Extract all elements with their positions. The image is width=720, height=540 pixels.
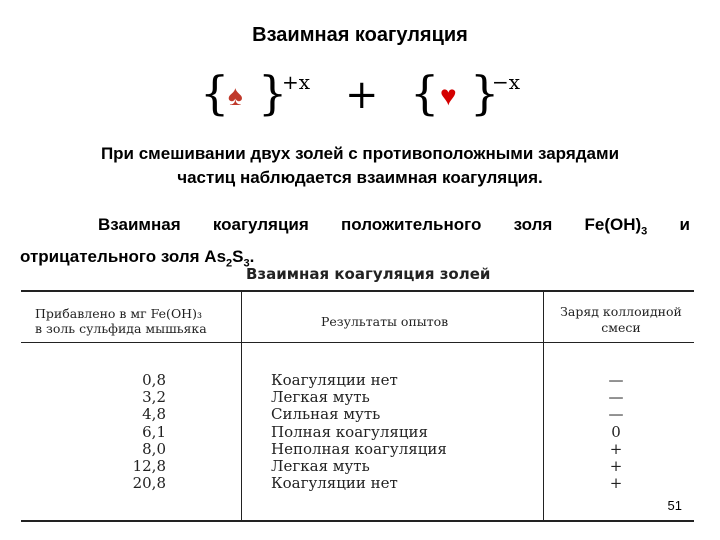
header-line: Прибавлено в мг Fe(OH)₃ bbox=[35, 306, 202, 321]
example-line-1 bbox=[20, 212, 690, 244]
charge-column-header bbox=[551, 304, 691, 336]
charge-column bbox=[601, 372, 631, 492]
formula-text: Fe(OH) bbox=[584, 215, 642, 234]
header-line: в золь сульфида мышьяка bbox=[35, 321, 207, 336]
heart-icon: ♥ bbox=[440, 80, 457, 111]
example-word: коагуляция bbox=[212, 215, 309, 234]
table-cell: 4,8 bbox=[142, 405, 166, 424]
table-cell: 6,1 bbox=[142, 422, 166, 441]
table-title: Взаимная коагуляция золей bbox=[246, 265, 491, 283]
column-divider bbox=[241, 292, 242, 520]
table-cell: 12,8 bbox=[132, 456, 166, 475]
example-word: положительного bbox=[341, 215, 482, 234]
right-open-brace: { bbox=[410, 66, 440, 120]
example-text: отрицательного золя As bbox=[20, 247, 227, 267]
intro-line-2: частиц наблюдается взаимная коагуляция. bbox=[177, 168, 543, 187]
table-cell: 20,8 bbox=[132, 474, 166, 493]
coagulation-table bbox=[21, 290, 694, 522]
example-text: S bbox=[232, 247, 244, 267]
table-cell: + bbox=[609, 474, 623, 493]
table-cell: Легкая муть bbox=[271, 388, 370, 407]
table-cell: 3,2 bbox=[142, 388, 166, 407]
table-cell: Сильная муть bbox=[271, 405, 381, 424]
results-column bbox=[271, 372, 447, 492]
table-cell: + bbox=[609, 439, 623, 458]
example-word: и bbox=[679, 215, 690, 234]
scanned-table-image bbox=[16, 265, 696, 520]
amount-column-header bbox=[35, 306, 207, 336]
table-cell: Неполная коагуляция bbox=[271, 439, 447, 458]
table-cell: Коагуляции нет bbox=[271, 474, 398, 493]
table-cell: 0 bbox=[611, 422, 621, 441]
intro-paragraph bbox=[0, 142, 720, 190]
example-text: . bbox=[249, 247, 255, 267]
table-cell: 0,8 bbox=[142, 371, 166, 389]
header-divider bbox=[21, 342, 694, 343]
negative-charge-label: −x bbox=[492, 70, 521, 94]
table-cell: — bbox=[608, 405, 624, 424]
left-close-brace: } bbox=[258, 66, 288, 120]
formula-subscript: 3 bbox=[243, 257, 250, 270]
results-column-header: Результаты опытов bbox=[321, 314, 449, 329]
left-open-brace: { bbox=[200, 66, 230, 120]
header-line: Заряд коллоидной bbox=[560, 304, 682, 319]
spade-icon: ♠ bbox=[228, 80, 243, 111]
plus-sign: + bbox=[345, 72, 379, 118]
intro-line-1: При смешивании двух золей с противоположными зарядами bbox=[100, 144, 620, 163]
iron-hydroxide-formula bbox=[585, 212, 648, 244]
formula-subscript: 3 bbox=[641, 225, 648, 238]
slide-title: Взаимная коагуляция bbox=[252, 24, 468, 46]
formula-subscript: 2 bbox=[226, 257, 233, 270]
table-cell: 8,0 bbox=[142, 439, 166, 458]
table-cell: + bbox=[609, 456, 623, 475]
table-cell: Коагуляции нет bbox=[271, 371, 398, 389]
positive-charge-label: +x bbox=[282, 70, 311, 94]
right-close-brace: } bbox=[470, 66, 500, 120]
column-divider bbox=[543, 292, 544, 520]
table-cell: Полная коагуляция bbox=[271, 422, 428, 441]
example-word: Взаимная bbox=[98, 215, 181, 234]
header-line: смеси bbox=[601, 320, 641, 335]
example-word: золя bbox=[513, 215, 553, 234]
coagulation-formula bbox=[0, 66, 720, 130]
table-cell: Легкая муть bbox=[271, 456, 370, 475]
table-cell: — bbox=[608, 371, 624, 389]
table-cell: — bbox=[608, 388, 624, 407]
page-number: 51 bbox=[667, 498, 682, 513]
amount-column bbox=[126, 372, 166, 492]
